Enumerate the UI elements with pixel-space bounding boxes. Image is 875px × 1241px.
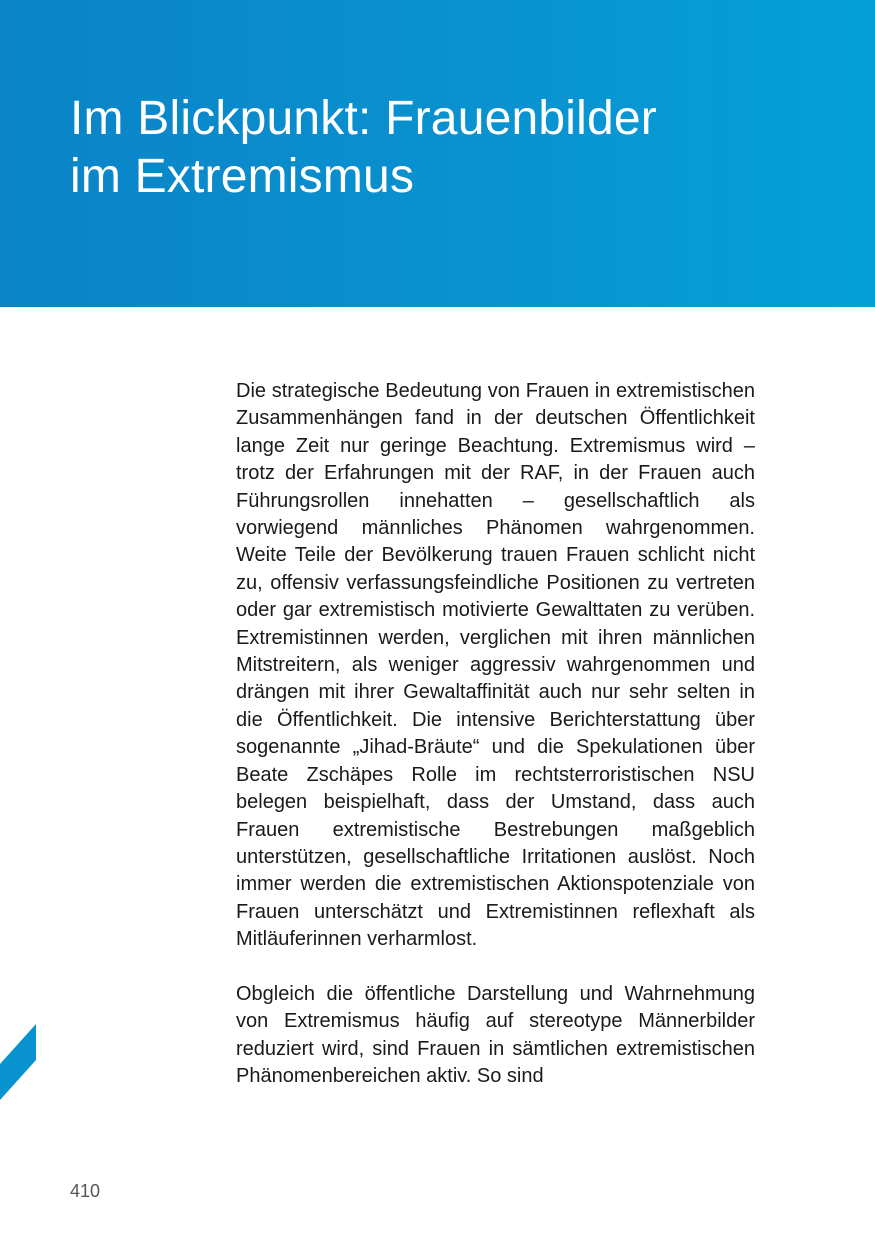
paragraph-1: Die strategische Bedeutung von Frauen in extremistischen Zusammenhängen fand in der deutschen Öffentlichkeit lange Zeit nur geringe Beachtung. Extremismus wird – trotz der Erfahrungen mit der RAF, in der Frauen auch Führungsrollen innehatten – gesellschaftlich als vorwiegend männliches Phänomen wahrgenommen. Weite Teile der Bevölkerung trauen Frauen schlicht nicht zu, offensiv verfassungsfeindliche Positionen zu vertreten oder gar extremistisch motivierte Gewalttaten zu verüben. Extremistinnen werden, verglichen mit ihren männlichen Mitstreitern, als weniger aggressiv wahrgenommen und drängen mit ihrer Gewaltaffinität auch nur sehr selten in die Öffentlichkeit. Die intensive Berichterstattung über sogenannte „Jihad-Bräute“ und die Spekulationen über Beate Zschäpes Rolle im rechtsterroristischen NSU belegen beispielhaft, dass der Umstand, dass auch Frauen extremistische Bestrebungen maßgeblich unterstützen, gesellschaftliche Irritationen auslöst. Noch immer werden die extremistischen Aktionspotenziale von Frauen unterschätzt und Extremistinnen reflexhaft als Mitläuferinnen verharmlost. (236, 380, 755, 951)
page-title-line-1: Im Blickpunkt: Frauenbilder (70, 92, 657, 145)
page-title-line-2: im Extremismus (70, 150, 415, 203)
corner-accent-shape (0, 1024, 36, 1100)
paragraph-2: Obgleich die öffentliche Darstellung und Wahrnehmung von Extremismus häufig auf stereotype Männerbilder reduziert wird, sind Frauen in sämtlichen extremistischen Phänomenbereichen aktiv. So sind (236, 982, 755, 1088)
page-title (70, 90, 830, 206)
header-band (0, 0, 875, 307)
page-number: 410 (70, 1181, 101, 1201)
body-text (236, 378, 755, 1091)
